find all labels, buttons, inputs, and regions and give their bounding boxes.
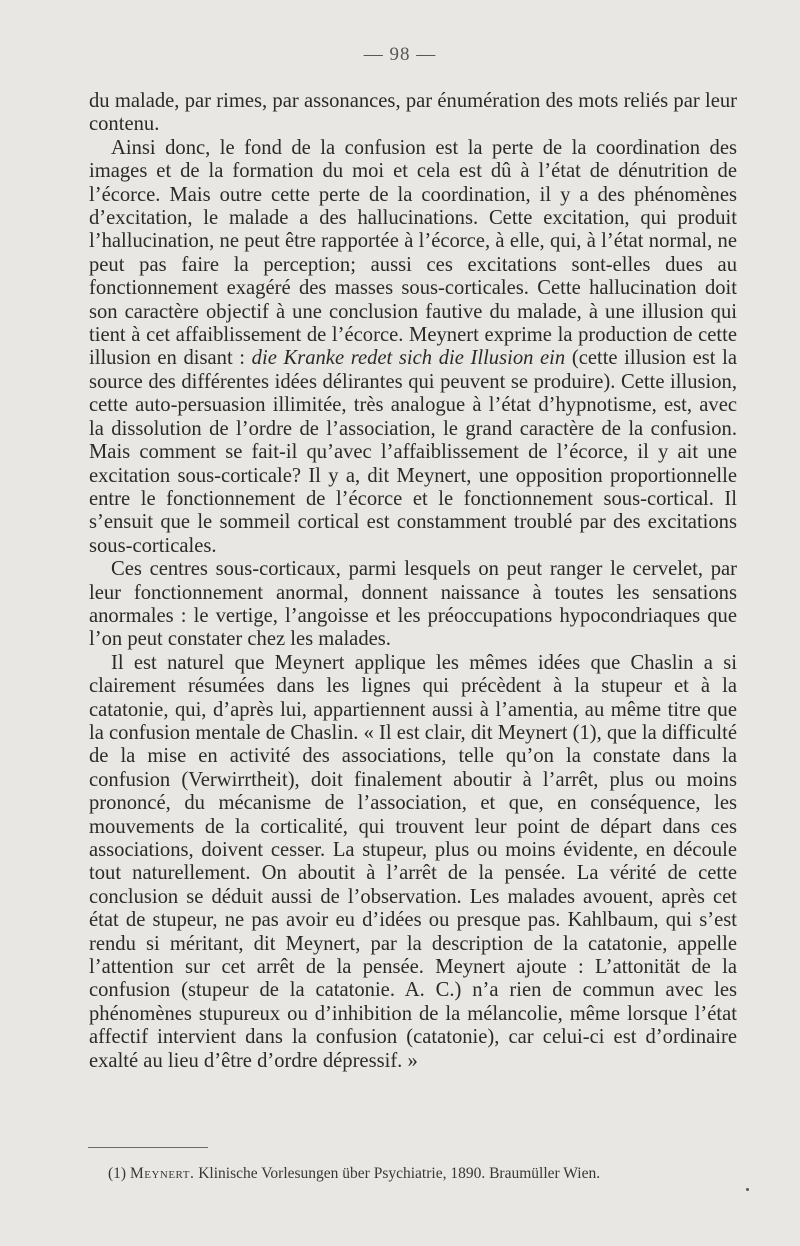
paragraph: Ces centres sous-corticaux, parmi lesquels on peut ranger le cervelet, par leur fonctionnement anormal, donnent naissance à toutes les sensations anormales : le vertige, l’angoisse et les préoccupations hypocondriaques que l’on peut constater chez les malades. [89,558,737,651]
paragraph-segment: Ainsi donc, le fond de la confusion est la perte de la coordination des images et de la formation du moi et cela est dû à l’état de dénutrition de l’écorce. Mais outre cette perte de la coordination, il y a des phénomènes d’excitation, le malade a des hallucinations. Cette excitation, qui produit l’hallucination, ne peut être rapportée à l’écorce, à elle, qui, à l’état normal, ne peut pas faire la perception; aussi ces excitations sont-elles dues au fonctionnement exagéré des masses sous-corticales. Cette hallucination doit son caractère objectif à une conclusion fautive du malade, à une illusion qui tient à cet affaiblissement de l’écorce. Meynert exprime la production de cette illusion en disant : [89,136,737,370]
body-text [89,90,737,1073]
footnote-marker: (1) [108,1165,130,1182]
page-number: — 98 — [363,44,437,65]
paragraph-segment: (cette illusion est la source des différentes idées délirantes qui peuvent se produire). Cette illusion, cette auto-persuasion illimitée, très analogue à l’état d’hypnotisme, est, avec la dissolution de l’ordre de l’association, le grand caractère de la confusion. Mais comment se fait-il qu’avec l’affaiblissement de l’écorce, il y ait une excitation sous-corticale? Il y a, dit Meynert, une opposition proportionnelle entre le fonctionnement de l’écorce et le fonctionnement sous-cortical. Il s’ensuit que le sommeil cortical est constamment troublé par des excitations sous-corticales. [89,347,737,557]
paragraph: du malade, par rimes, par assonances, par énumération des mots reliés par leur contenu. [89,90,737,136]
footnote-text: Klinische Vorlesungen über Psychiatrie, 1890. Braumüller Wien. [194,1165,601,1182]
footnote-author: Meynert. [129,1165,195,1182]
german-quote: die Kranke redet sich die Illusion ein [251,347,566,370]
footnote-divider [88,1147,208,1148]
print-speck [746,1188,749,1191]
paragraph [89,137,737,558]
footnote [108,1164,728,1184]
paragraph: Il est naturel que Meynert applique les mêmes idées que Chaslin a si clairement résumées dans les lignes qui précèdent à la stupeur et à la catatonie, qui, d’après lui, appartiennent aussi à l’amentia, au même titre que la confusion mentale de Chaslin. « Il est clair, dit Meynert (1), que la difficulté de la mise en activité des associations, telle qu’on la constate dans la confusion (Verwirrtheit), doit finalement aboutir à l’arrêt, plus ou moins prononcé, du mécanisme de l’association, et que, en conséquence, les mouvements de la corticalité, qui trouvent leur point de départ dans ces associations, doivent cesser. La stupeur, plus ou moins évidente, en découle tout naturellement. On aboutit à l’arrêt de la pensée. La vérité de cette conclusion se déduit aussi de l’observation. Les malades avouent, après cet état de stupeur, ne pas avoir eu d’idées ou presque pas. Kahlbaum, qui s’est rendu si méritant, dit Meynert, par la description de la catatonie, appelle l’attention sur cet arrêt de la pensée. Meynert ajoute : L’attonität de la confusion (stupeur de la catatonie. A. C.) n’a rien de commun avec les phénomènes stupureux ou d’inhibition de la mélancolie, même lorsque l’état affectif intervient dans la confusion (catatonie), car celui-ci est d’ordinaire exalté au lieu d’être d’ordre dépressif. » [89,651,737,1072]
